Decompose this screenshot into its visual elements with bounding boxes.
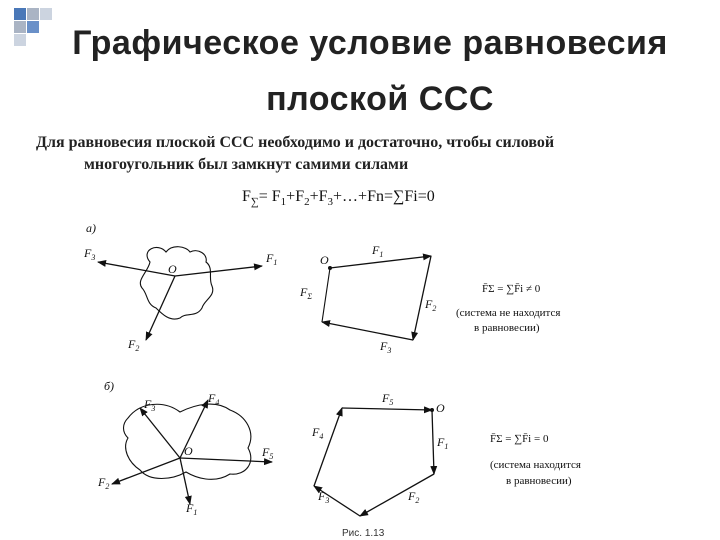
force-f3-arrow-a bbox=[98, 262, 175, 276]
formula-sum-sign: ∑ bbox=[392, 188, 405, 205]
formula-sub: 3 bbox=[327, 196, 334, 209]
polygon-f3-a bbox=[322, 322, 413, 340]
body-text-line1: Для равновесия плоской ССС необходимо и достаточно, чтобы силовой bbox=[36, 134, 555, 151]
point-o-a: O bbox=[168, 262, 177, 276]
label-poly-f3-b: $F_3$ bbox=[318, 489, 330, 505]
panel-b-label: б) bbox=[104, 379, 115, 393]
force-f2-arrow-b bbox=[112, 458, 180, 484]
formula-sub: 1 bbox=[280, 196, 287, 209]
polygon-fsum-a bbox=[322, 268, 330, 322]
formula-part: = F bbox=[258, 188, 281, 205]
formula-part: Fi=0 bbox=[404, 188, 435, 205]
polygon-f1-b bbox=[432, 410, 434, 474]
note-b-line2: в равновесии) bbox=[506, 475, 572, 487]
slide-title-line1: Графическое условие равновесия bbox=[72, 24, 668, 62]
point-o-b: O bbox=[184, 444, 193, 458]
force-f2-arrow-a bbox=[146, 276, 175, 340]
label-f4-b: $F_4$ bbox=[208, 391, 220, 407]
body-text-line2: многоугольник был замкнут самими силами bbox=[84, 156, 409, 173]
polygon-start-point-b bbox=[430, 408, 434, 412]
label-poly-f3-a: $F_3$ bbox=[380, 339, 392, 355]
label-f3-a: $F_3$ bbox=[84, 246, 96, 262]
label-f1-b: $F_1$ bbox=[186, 501, 198, 517]
label-poly-f2-a: $F_2$ bbox=[425, 297, 437, 313]
label-poly-f5-b: $F_5$ bbox=[382, 391, 394, 407]
note-b-formula: F̄Σ = ∑F̄i = 0 bbox=[490, 433, 549, 445]
point-o-b-poly: O bbox=[436, 401, 445, 415]
force-f1-arrow-b bbox=[180, 458, 190, 504]
force-f3-arrow-b bbox=[140, 408, 180, 458]
formula-part: +…+Fn= bbox=[333, 188, 393, 205]
label-f2-b: $F_2$ bbox=[98, 475, 110, 491]
panel-a-label: а) bbox=[86, 221, 96, 235]
slide-title-line2: плоской ССС bbox=[266, 80, 494, 118]
force-f1-arrow-a bbox=[175, 266, 262, 276]
note-a-formula: F̄Σ = ∑F̄i ≠ 0 bbox=[482, 283, 541, 295]
formula-part: +F bbox=[286, 188, 305, 205]
figure-caption: Рис. 1.13 bbox=[342, 528, 385, 539]
point-o-a-poly: O bbox=[320, 253, 329, 267]
label-f2-a: $F_2$ bbox=[128, 337, 140, 353]
polygon-f2-b bbox=[360, 474, 434, 516]
label-poly-f2-b: $F_2$ bbox=[408, 489, 420, 505]
label-poly-f4-b: $F_4$ bbox=[312, 425, 324, 441]
note-b-line1: (система находится bbox=[490, 459, 581, 471]
rigid-body-outline-a bbox=[140, 247, 212, 319]
label-f5-b: $F_5$ bbox=[262, 445, 274, 461]
label-poly-fsum-a: $F_\Sigma$ bbox=[300, 285, 313, 301]
formula-lhs-sub: ∑ bbox=[250, 196, 259, 209]
polygon-f5-b bbox=[342, 408, 432, 410]
label-poly-f1-b: $F_1$ bbox=[437, 435, 449, 451]
note-a-line2: в равновесии) bbox=[474, 322, 540, 334]
polygon-f4-b bbox=[314, 408, 342, 486]
note-a-line1: (система не находится bbox=[456, 307, 561, 319]
formula-lhs: F bbox=[242, 188, 251, 205]
formula-part: +F bbox=[309, 188, 328, 205]
force-f5-arrow-b bbox=[180, 458, 272, 462]
label-f1-a: $F_1$ bbox=[266, 251, 278, 267]
label-poly-f1-a: $F_1$ bbox=[372, 243, 384, 259]
formula-sub: 2 bbox=[304, 196, 310, 209]
label-f3-b: $F_3$ bbox=[144, 397, 156, 413]
